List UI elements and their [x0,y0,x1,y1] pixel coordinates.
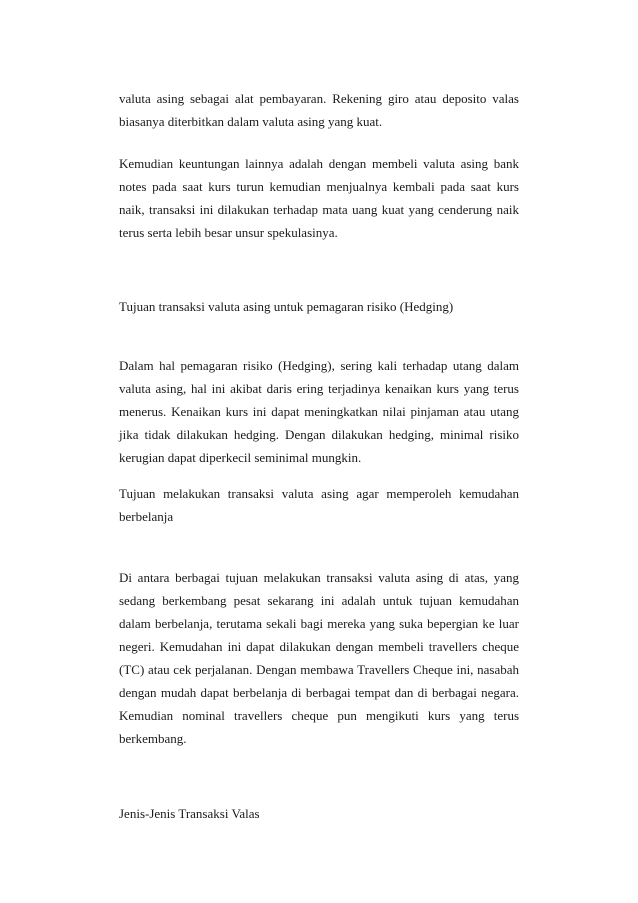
text-line: Kemudian keuntungan lainnya adalah dengan membeli valuta asing bank [119,156,519,171]
text-line: biasanya diterbitkan dalam valuta asing yang kuat. [119,114,383,129]
text-line: kerugian dapat diperkecil seminimal mungkin. [119,450,362,465]
text-line: negeri. Kemudahan ini dapat dilakukan dengan membeli travellers cheque [119,639,519,654]
text-line: valuta asing sebagai alat pembayaran. Rekening giro atau deposito valas [119,91,519,106]
text-line: dalam berbelanja, terutama sekali bagi mereka yang suka bepergian ke luar [119,616,519,631]
text-line: menerus. Kenaikan kurs ini dapat meningkatkan nilai pinjaman atau utang [119,404,519,419]
section-heading-jenis-transaksi: Jenis-Jenis Transaksi Valas [119,806,260,821]
paragraph-valas-rekening [119,87,519,133]
text-line: terus serta lebih besar unsur spekulasinya. [119,225,338,240]
text-line: Tujuan melakukan transaksi valuta asing agar memperoleh kemudahan [119,486,519,501]
text-line: naik, transaksi ini dilakukan terhadap mata uang kuat yang cenderung naik [119,202,519,217]
text-line: valuta asing, hal ini akibat daris ering terjadinya kenaikan kurs yang terus [119,381,519,396]
section-heading-kemudahan-berbelanja [119,482,519,528]
paragraph-keuntungan-bank-notes [119,152,519,244]
text-line: Kemudian nominal travellers cheque pun mengikuti kurs yang terus [119,708,519,723]
text-line: dengan mudah dapat berbelanja di berbagai tempat dan di berbagai negara. [119,685,519,700]
text-line: sedang berkembang pesat sekarang ini adalah untuk tujuan kemudahan [119,593,519,608]
text-line: jika tidak dilakukan hedging. Dengan dilakukan hedging, minimal risiko [119,427,519,442]
text-line: berkembang. [119,731,187,746]
paragraph-hedging [119,354,519,469]
paragraph-travellers-cheque [119,566,519,750]
text-line: Di antara berbagai tujuan melakukan transaksi valuta asing di atas, yang [119,570,519,585]
text-line: berbelanja [119,509,174,524]
section-heading-hedging: Tujuan transaksi valuta asing untuk pemagaran risiko (Hedging) [119,299,454,314]
text-line: (TC) atau cek perjalanan. Dengan membawa Travellers Cheque ini, nasabah [119,662,519,677]
text-line: Dalam hal pemagaran risiko (Hedging), sering kali terhadap utang dalam [119,358,519,373]
text-line: notes pada saat kurs turun kemudian menjualnya kembali pada saat kurs [119,179,519,194]
